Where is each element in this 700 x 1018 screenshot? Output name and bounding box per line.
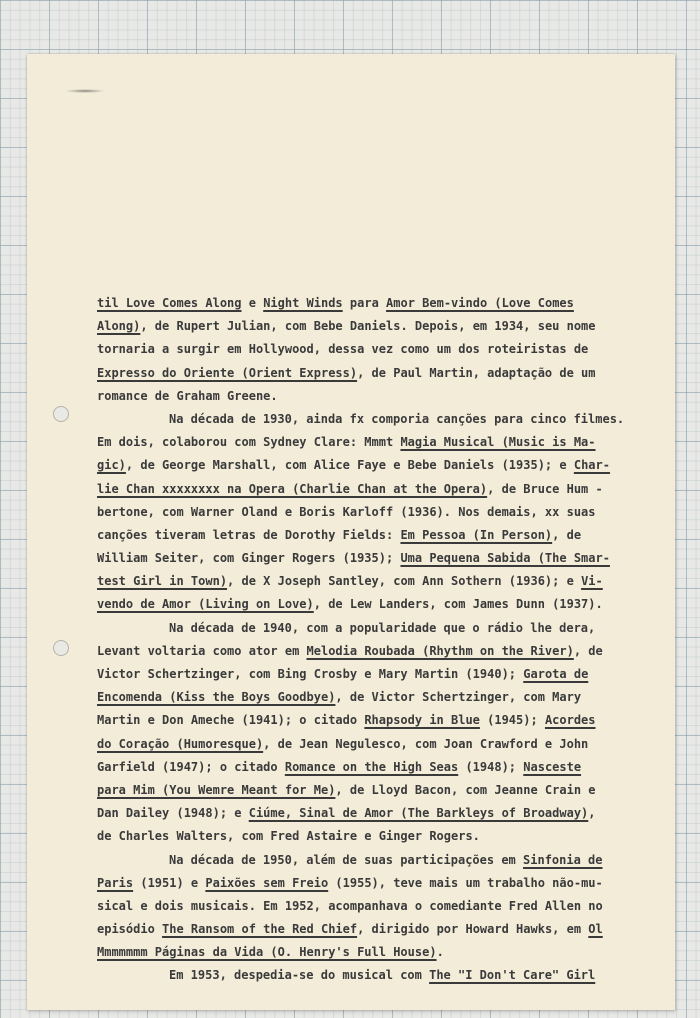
text-segment: , de Bruce Hum - — [487, 481, 603, 496]
underlined-title: Ol — [588, 922, 603, 937]
text-line — [97, 385, 652, 408]
text-line — [97, 895, 652, 918]
underlined-title: Rhapsody in Blue — [364, 713, 480, 728]
text-segment: , dirigido por Howard Hawks, em — [357, 922, 589, 937]
text-line — [97, 338, 652, 361]
underlined-title: Sinfonia de — [523, 852, 603, 867]
underlined-title: Along) — [97, 319, 141, 334]
text-segment: Garfield (1947); o citado — [97, 759, 285, 774]
underlined-title: Magia Musical (Music is Ma- — [400, 435, 596, 450]
underlined-title: Em Pessoa (In Person) — [400, 527, 553, 542]
underlined-title: Night Winds — [263, 296, 343, 310]
text-line — [97, 617, 652, 640]
text-line — [97, 663, 652, 686]
text-line — [97, 547, 652, 570]
text-line — [97, 570, 652, 593]
underlined-title: Mmmmmmm Páginas da Vida (O. Henry's Full House) — [97, 945, 437, 960]
text-segment: , de Jean Negulesco, com Joan Crawford e John — [263, 736, 589, 751]
underlined-title: gic) — [97, 458, 126, 473]
text-line — [97, 501, 652, 524]
text-line — [97, 640, 652, 663]
text-line — [97, 362, 652, 385]
underlined-title: Ciúme, Sinal de Amor (The Barkleys of Broadway) — [248, 806, 589, 821]
text-segment: (1948); — [458, 759, 524, 774]
text-segment: . — [436, 945, 444, 960]
text-line — [97, 686, 652, 709]
underlined-title: The "I Don't Care" Girl — [429, 968, 596, 983]
text-segment: canções tiveram letras de Dorothy Fields: — [97, 527, 401, 542]
underlined-title: Expresso do Oriente (Orient Express) — [97, 365, 358, 380]
text-line — [97, 756, 652, 779]
text-segment: Martin e Don Ameche (1941); o citado — [97, 713, 365, 728]
text-line — [97, 709, 652, 732]
text-line — [97, 964, 652, 987]
text-line — [97, 941, 652, 964]
text-segment: tornaria a surgir em Hollywood, dessa vez como um dos roteiristas de — [97, 342, 589, 357]
text-segment: , de Rupert Julian, com Bebe Daniels. Depois, em 1934, seu nome — [140, 319, 596, 334]
text-segment: , de X Joseph Santley, com Ann Sothern (1936); e — [227, 574, 582, 589]
punch-hole-lower — [53, 640, 69, 656]
underlined-title: Amor Bem-vindo (Love Comes — [386, 296, 574, 310]
text-segment: Na década de 1940, com a popularidade que o rádio lhe dera, — [169, 620, 596, 635]
underlined-title: Vi- — [581, 574, 603, 589]
text-segment: episódio — [97, 922, 163, 937]
underlined-title: Paris — [97, 875, 134, 890]
text-line — [97, 315, 652, 338]
text-line — [97, 593, 652, 616]
text-segment: , de — [573, 643, 603, 658]
text-segment: romance de Graham Greene. — [97, 388, 278, 403]
text-segment: , de Lew Landers, com James Dunn (1937). — [313, 597, 603, 612]
text-line — [97, 478, 652, 501]
ink-smudge — [65, 89, 105, 93]
text-segment: , — [588, 806, 596, 821]
underlined-title: Melodia Roubada (Rhythm on the River) — [306, 643, 574, 658]
text-line — [97, 524, 652, 547]
underlined-title: Uma Pequena Sabida (The Smar- — [400, 551, 610, 566]
text-segment: para — [342, 296, 387, 310]
underlined-title: para Mim (You Wemre Meant for Me) — [97, 782, 336, 797]
underlined-title: Nasceste — [523, 759, 582, 774]
text-segment: , de Paul Martin, adaptação de um — [357, 365, 596, 380]
underlined-title: Paixões sem Freio — [205, 875, 329, 890]
text-line — [97, 825, 652, 848]
text-segment: (1945); — [479, 713, 545, 728]
text-line — [97, 779, 652, 802]
text-line — [97, 292, 652, 315]
underlined-title: Acordes — [544, 713, 596, 728]
text-segment: , de Lloyd Bacon, com Jeanne Crain e — [335, 782, 596, 797]
underlined-title: til Love Comes Along — [97, 296, 242, 310]
text-segment: William Seiter, com Ginger Rogers (1935); — [97, 551, 401, 566]
underlined-title: lie Chan xxxxxxxx na Opera (Charlie Chan at the Opera) — [97, 481, 488, 496]
text-segment: Na década de 1930, ainda fx comporia canções para cinco filmes. — [169, 411, 625, 426]
underlined-title: do Coração (Humoresque) — [97, 736, 264, 751]
punch-hole-upper — [53, 406, 69, 422]
text-segment: , de Victor Schertzinger, com Mary — [335, 690, 582, 705]
text-segment: e — [241, 296, 264, 310]
underlined-title: Encomenda (Kiss the Boys Goodbye) — [97, 690, 336, 705]
underlined-title: test Girl in Town) — [97, 574, 228, 589]
text-line — [97, 872, 652, 895]
underlined-title: Char- — [573, 458, 610, 473]
text-line — [97, 454, 652, 477]
text-segment: bertone, com Warner Oland e Boris Karloff (1936). Nos demais, xx suas — [97, 504, 596, 519]
typewritten-page — [27, 54, 675, 1010]
underlined-title: The Ransom of the Red Chief — [162, 922, 358, 937]
text-segment: Na década de 1950, além de suas participações em — [169, 852, 524, 867]
text-segment: Em 1953, despedia-se do musical com — [169, 968, 430, 983]
typed-text-body — [97, 292, 652, 988]
text-segment: , de — [552, 527, 582, 542]
text-segment: Victor Schertzinger, com Bing Crosby e Mary Martin (1940); — [97, 667, 524, 681]
text-line — [97, 802, 652, 825]
text-line — [97, 431, 652, 454]
text-line — [97, 733, 652, 756]
underlined-title: vendo de Amor (Living on Love) — [97, 597, 314, 612]
text-segment: , de George Marshall, com Alice Faye e Bebe Daniels (1935); e — [125, 458, 574, 473]
text-line — [97, 408, 652, 431]
text-segment: Dan Dailey (1948); e — [97, 806, 249, 821]
text-line — [97, 849, 652, 872]
text-segment: (1955), teve mais um trabalho não-mu- — [328, 875, 603, 890]
underlined-title: Romance on the High Seas — [284, 759, 459, 774]
underlined-title: Garota de — [523, 667, 589, 681]
text-segment: sical e dois musicais. Em 1952, acompanhava o comediante Fred Allen no — [97, 898, 603, 913]
text-line — [97, 918, 652, 941]
text-segment: Levant voltaria como ator em — [97, 643, 307, 658]
text-segment: Em dois, colaborou com Sydney Clare: Mmmt — [97, 435, 401, 450]
text-segment: de Charles Walters, com Fred Astaire e Ginger Rogers. — [97, 829, 480, 844]
text-segment: (1951) e — [133, 875, 206, 890]
